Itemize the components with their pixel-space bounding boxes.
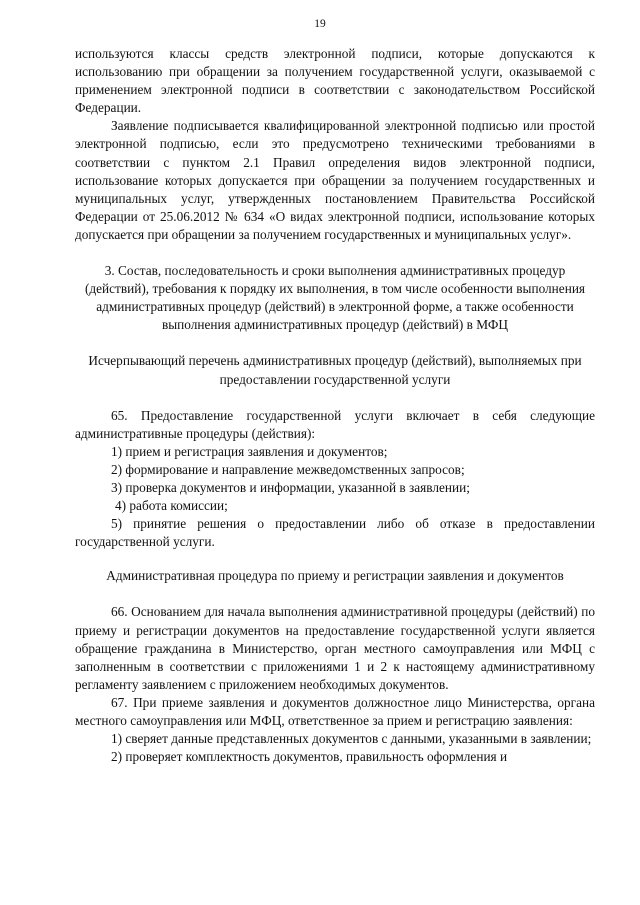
page-number: 19 bbox=[314, 18, 326, 30]
page-content bbox=[75, 45, 595, 766]
paragraph-66: 66. Основанием для начала выполнения административной процедуры (действий) по приему и регистрации документов на предоставление государственной услуги является обращение гражданина в Министерство, орган местного самоуправления или МФЦ с заполненным в соответствии с приложениями 1 и 2 к настоящему административному регламенту заявлением с приложением необходимых документов. bbox=[75, 604, 595, 692]
list-item: 3) проверка документов и информации, указанной в заявлении; bbox=[111, 479, 470, 495]
list-item: 1) прием и регистрация заявления и документов; bbox=[111, 443, 388, 459]
subheading-procedures-list: Исчерпывающий перечень административных процедур (действий), выполняемых при предоставлении государственной услуги bbox=[88, 353, 582, 387]
paragraph-65: 65. Предоставление государственной услуги включает в себя следующие административные процедуры (действия): bbox=[75, 407, 595, 441]
list-item: 2) формирование и направление межведомственных запросов; bbox=[111, 461, 465, 477]
list-item: 2) проверяет комплектность документов, правильность оформления и bbox=[111, 749, 508, 765]
list-item: 5) принятие решения о предоставлении либо об отказе в предоставлении государственной услуги. bbox=[75, 516, 595, 550]
list-item: 1) сверяет данные представленных документов с данными, указанными в заявлении; bbox=[111, 731, 592, 747]
paragraph-67: 67. При приеме заявления и документов должностное лицо Министерства, органа местного самоуправления или МФЦ, ответственное за прием и регистрацию заявления: bbox=[75, 694, 595, 728]
paragraph-continuation: используются классы средств электронной подписи, которые допускаются к использованию при обращении за получением государственной услуги, оказываемой с применением электронной подписи в соответствии с законодательством Российской Федерации. bbox=[75, 46, 595, 116]
section-3-heading: 3. Состав, последовательность и сроки выполнения административных процедур (действий), требования к порядку их выполнения, в том числе особенности выполнения административных процедур (действий) в электронной форме, а также особенности выполнения административных процедур (действий) в МФЦ bbox=[84, 263, 586, 333]
list-item: 4) работа комиссии; bbox=[115, 498, 228, 514]
subheading-reception-procedure: Административная процедура по приему и регистрации заявления и документов bbox=[106, 568, 564, 584]
paragraph-signature: Заявление подписывается квалифицированной электронной подписью или простой электронной подписью, если это предусмотрено техническими требованиями в соответствии с пунктом 2.1 Правил определения видов электронной подписи, использование которых допускается при обращении за получением государственных и муниципальных услуг, утвержденных постановлением Правительства Российской Федерации от 25.06.2012 № 634 «О видах электронной подписи, использование которых допускается при обращении за получением государственных и муниципальных услуг». bbox=[75, 118, 595, 242]
